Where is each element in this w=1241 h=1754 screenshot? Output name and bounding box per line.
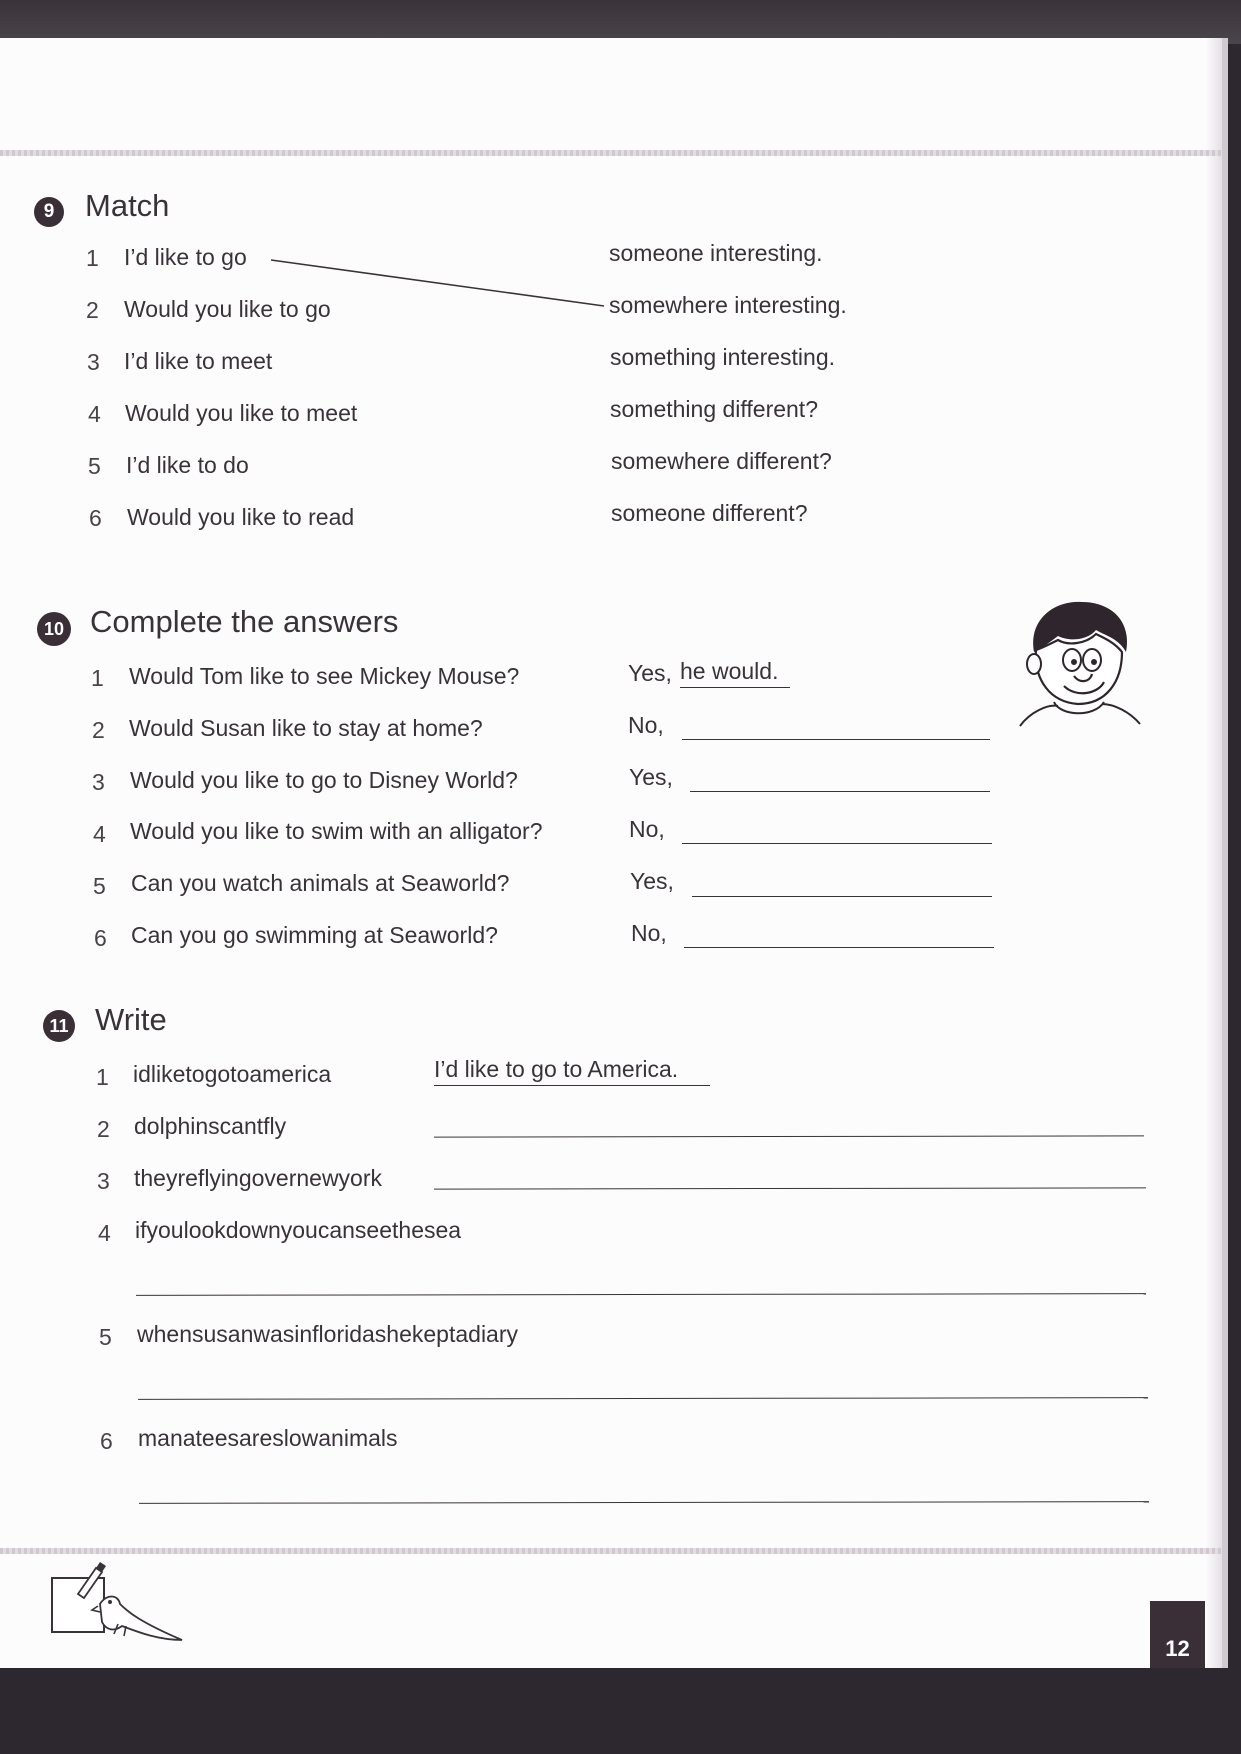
answer-lead: No,: [628, 712, 664, 738]
question-text: Can you watch animals at Seaworld?: [131, 870, 510, 896]
answer-blank[interactable]: [139, 1501, 1149, 1504]
answer-blank[interactable]: [138, 1397, 1148, 1400]
item-number: 1: [86, 245, 99, 271]
match-right-item: someone interesting.: [609, 240, 823, 266]
item-number: 1: [96, 1064, 109, 1090]
exercise-number-badge: 9: [34, 197, 64, 227]
exercise-number-badge: 11: [43, 1010, 75, 1042]
question-text: Would Susan like to stay at home?: [129, 715, 483, 741]
item-number: 5: [99, 1324, 112, 1350]
exercise-title: Match: [85, 188, 170, 223]
scrambled-sentence: whensusanwasinfloridashekeptadiary: [137, 1321, 519, 1347]
match-left-item: Would you like to meet: [125, 400, 358, 426]
item-number: 4: [88, 401, 101, 427]
bottom-divider-band: [0, 1548, 1222, 1554]
item-number: 6: [89, 505, 102, 531]
answer-blank[interactable]: [136, 1293, 1146, 1296]
match-right-item: something different?: [610, 396, 818, 422]
scrambled-sentence: ifyoulookdownyoucanseethesea: [135, 1217, 462, 1243]
item-number: 1: [91, 665, 104, 691]
match-left-item: I’d like to meet: [124, 348, 273, 374]
scrambled-sentence: manateesareslowanimals: [138, 1425, 398, 1451]
item-number: 6: [100, 1428, 113, 1454]
item-number: 5: [88, 453, 101, 479]
scrambled-sentence: dolphinscantfly: [134, 1113, 287, 1139]
match-left-item: I’d like to do: [126, 452, 249, 478]
exercise-number-badge: 10: [37, 612, 71, 646]
parrot-with-note-icon: [48, 1560, 188, 1650]
match-right-item: somewhere different?: [611, 448, 832, 474]
match-left-item: Would you like to read: [127, 504, 355, 530]
exercise-title: Write: [95, 1002, 167, 1037]
item-number: 2: [97, 1116, 110, 1142]
answer-blank[interactable]: [682, 739, 990, 740]
answer-blank[interactable]: [434, 1187, 1146, 1189]
answer-blank[interactable]: [682, 843, 992, 844]
match-left-item: Would you like to go: [124, 296, 331, 322]
scrambled-sentence: theyreflyingovernewyork: [134, 1165, 383, 1191]
scan-bottom-edge: [0, 1668, 1241, 1754]
item-number: 5: [93, 873, 106, 899]
worksheet-page: [0, 38, 1228, 1668]
item-number: 6: [94, 925, 107, 951]
answer-blank[interactable]: [692, 896, 992, 897]
page-number: 12: [1165, 1636, 1190, 1661]
question-text: Can you go swimming at Seaworld?: [131, 922, 498, 948]
question-text: Would you like to swim with an alligator?: [130, 818, 543, 844]
item-number: 4: [93, 821, 106, 847]
match-connector-line: [0, 38, 1222, 638]
answer-lead: Yes,: [629, 764, 673, 790]
answer-lead: Yes,: [630, 868, 674, 894]
item-number: 3: [97, 1168, 110, 1194]
question-text: Would Tom like to see Mickey Mouse?: [129, 663, 520, 689]
match-left-item: I’d like to go: [124, 244, 247, 270]
example-answer: he would.: [680, 658, 790, 688]
answer-lead: No,: [631, 920, 667, 946]
item-number: 2: [92, 717, 105, 743]
example-answer: I’d like to go to America.: [434, 1056, 710, 1086]
match-right-item: somewhere interesting.: [609, 292, 847, 318]
boy-face-illustration: [1014, 590, 1144, 730]
answer-blank[interactable]: [684, 947, 994, 948]
question-text: Would you like to go to Disney World?: [130, 767, 518, 793]
item-number: 3: [92, 769, 105, 795]
exercise-title: Complete the answers: [90, 604, 399, 639]
scrambled-sentence: idliketogotoamerica: [133, 1061, 332, 1087]
answer-blank[interactable]: [690, 791, 990, 792]
match-right-item: something interesting.: [610, 344, 836, 370]
item-number: 4: [98, 1220, 111, 1246]
answer-lead: No,: [629, 816, 665, 842]
answer-lead: Yes,: [628, 660, 672, 686]
item-number: 3: [87, 349, 100, 375]
item-number: 2: [86, 297, 99, 323]
match-right-item: someone different?: [611, 500, 808, 526]
answer-blank[interactable]: [434, 1135, 1144, 1137]
